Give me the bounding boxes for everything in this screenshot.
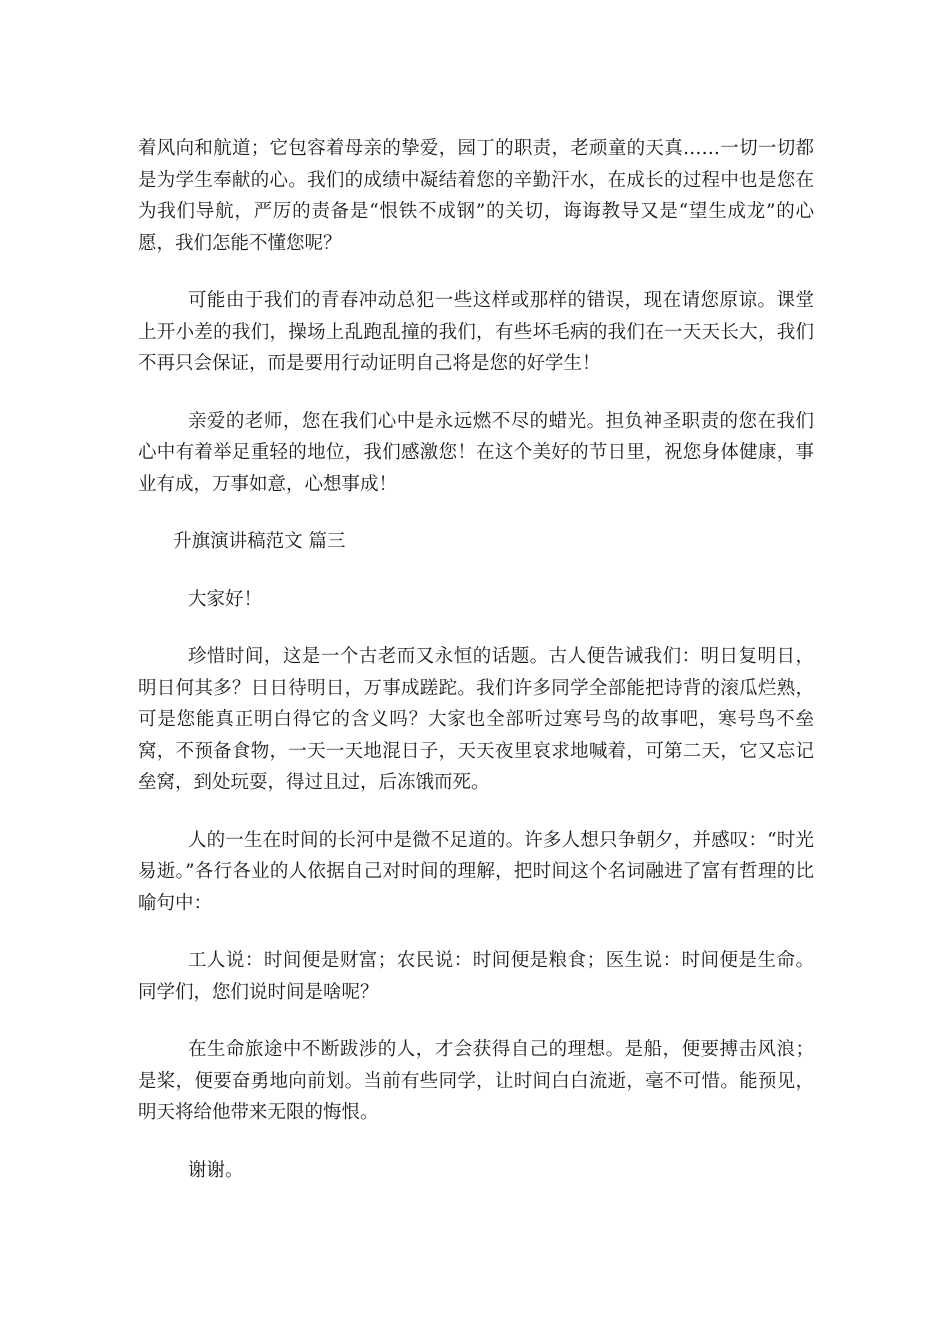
- paragraph: 亲爱的老师，您在我们心中是永远燃不尽的蜡光。担负神圣职责的您在我们心中有着举足重轻的地位，我们感激您！在这个美好的节日里，祝您身体健康，事业有成，万事如意，心想事成！: [138, 410, 814, 495]
- paragraph: 工人说：时间便是财富；农民说：时间便是粮食；医生说：时间便是生命。同学们，您们说时间是啥呢？: [138, 950, 814, 1003]
- paragraph: 在生命旅途中不断跋涉的人，才会获得自己的理想。是船，便要搏击风浪；是桨，便要奋勇地向前划。当前有些同学，让时间白白流逝，毫不可惜。能预见，明天将给他带来无限的悔恨。: [138, 1039, 814, 1123]
- section-title: 升旗演讲稿范文 篇三: [173, 531, 346, 552]
- greeting: 大家好！: [187, 588, 262, 610]
- paragraph: 人的一生在时间的长河中是微不足道的。许多人想只争朝夕，并感叹：“时光易逝。”各行各业的人依据自己对时间的理解，把时间这个名词融进了富有哲理的比喻句中：: [138, 829, 814, 914]
- paragraph: 可能由于我们的青春冲动总犯一些这样或那样的错误，现在请您原谅。课堂上开小差的我们，操场上乱跑乱撞的我们，有些坏毛病的我们在一天天长大，我们不再只会保证，而是要用行动证明自己将是您的好学生！: [138, 290, 814, 374]
- paragraph-continued: 着风向和航道；它包容着母亲的挚爱，园丁的职责，老顽童的天真……一切一切都是为学生奉献的心。我们的成绩中凝结着您的辛勤汗水，在成长的过程中也是您在为我们导航，严厉的责备是“恨铁不成钢”的关切，诲诲教导又是“望生成龙”的心愿，我们怎能不懂您呢？: [138, 138, 814, 254]
- document-body: [138, 133, 814, 1212]
- closing: 谢谢。: [187, 1159, 244, 1181]
- paragraph: 珍惜时间，这是一个古老而又永恒的话题。古人便告诫我们：明日复明日，明日何其多？日日待明日，万事成蹉跎。我们许多同学全部能把诗背的滚瓜烂熟，可是您能真正明白得它的含义吗？大家也全部听过寒号鸟的故事吧，寒号鸟不垒窝，不预备食物，一天一天地混日子，天天夜里哀求地喊着，可第二天，它又忘记垒窝，到处玩耍，得过且过，后冻饿而死。: [138, 646, 814, 793]
